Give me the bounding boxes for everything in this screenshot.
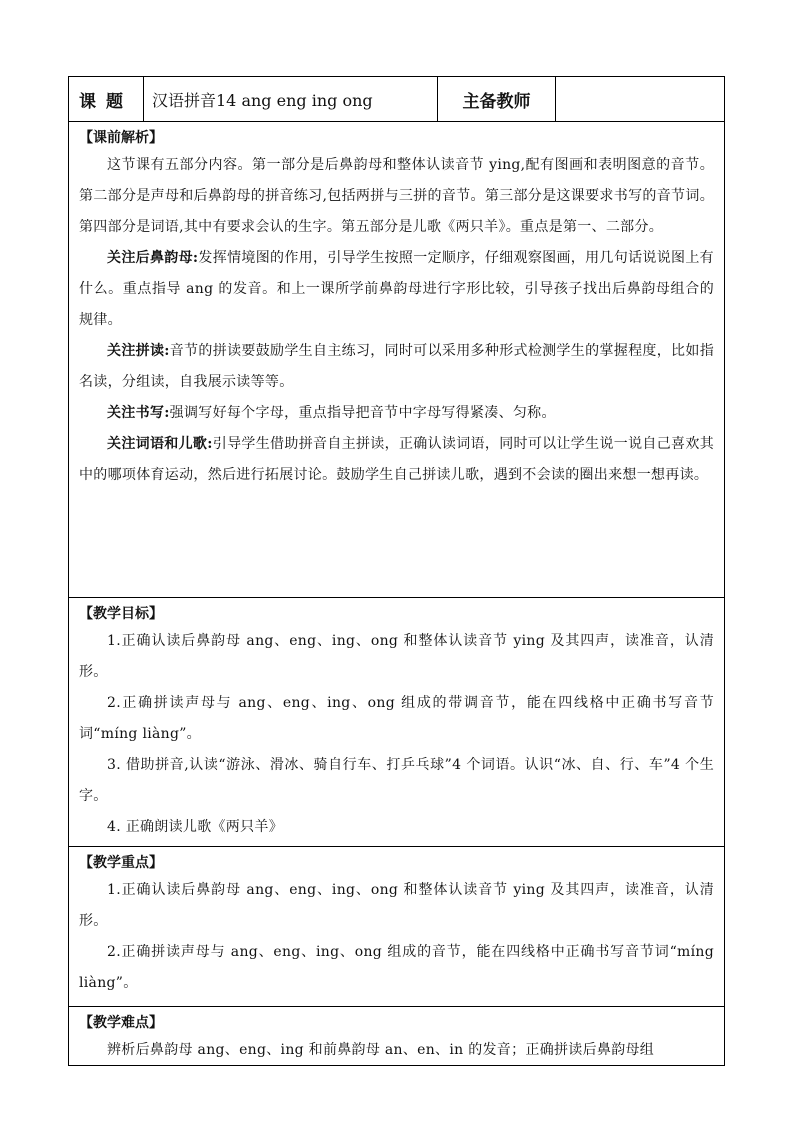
lesson-plan-table	[68, 76, 725, 1066]
section-difficulties	[69, 1007, 724, 1065]
key-point-item: 2.正确拼读声母与 ang、eng、ing、ong 组成的音节，能在四线格中正确书写音节词“míng liàng”。	[79, 944, 714, 991]
teacher-label: 主备教师	[438, 77, 556, 121]
paragraph-lead: 关注书写:	[107, 405, 170, 421]
paragraph-lead: 关注后鼻韵母:	[107, 250, 199, 266]
paragraph-body: 发挥情境图的作用，引导学生按照一定顺序，仔细观察图画，用几句话说说图上有什么。重点指导 ang 的发音。和上一课所学前鼻韵母进行字形比较，引导孩子找出后鼻韵母组合的规律。	[79, 250, 714, 328]
section-goals	[69, 598, 724, 847]
topic-label: 课题	[69, 77, 144, 121]
topic-title: 汉语拼音14 ang eng ing ong	[144, 77, 438, 121]
paragraph-lead: 关注词语和儿歌:	[107, 436, 213, 452]
goal-item: 2.正确拼读声母与 ang、eng、ing、ong 组成的带调音节，能在四线格中正确书写音节词“míng liàng”。	[79, 695, 714, 742]
paragraph	[79, 336, 714, 398]
paragraph: 这节课有五部分内容。第一部分是后鼻韵母和整体认读音节 ying,配有图画和表明图意的音节。第二部分是声母和后鼻韵母的拼音练习,包括两拼与三拼的音节。第三部分是这课要求书写的音节词。第四部分是词语,其中有要求会认的生字。第五部分是儿歌《两只羊》。重点是第一、二部分。	[79, 157, 714, 235]
paragraph	[79, 243, 714, 336]
difficulty-item: 辨析后鼻韵母 ang、eng、ing 和前鼻韵母 an、en、in 的发音；正确拼读后鼻韵母组	[107, 1042, 655, 1058]
goal-item: 1.正确认读后鼻韵母 ang、eng、ing、ong 和整体认读音节 ying 及其四声，读准音，认清形。	[79, 633, 714, 680]
section-title: 【教学难点】	[79, 1015, 163, 1031]
paragraph	[79, 398, 714, 429]
key-point-item: 1.正确认读后鼻韵母 ang、eng、ing、ong 和整体认读音节 ying 及其四声，读准音，认清形。	[79, 882, 714, 929]
paragraph-body: 引导学生借助拼音自主拼读，正确认读词语，同时可以让学生说一说自己喜欢其中的哪项体育运动，然后进行拓展讨论。鼓励学生自己拼读儿歌，遇到不会读的圈出来想一想再读。	[79, 436, 715, 483]
section-analysis	[69, 122, 724, 598]
section-title: 【教学重点】	[79, 855, 163, 871]
header-row	[69, 77, 724, 122]
goal-item: 4. 正确朗读儿歌《两只羊》	[107, 819, 284, 835]
paragraph-lead: 关注拼读:	[107, 343, 170, 359]
section-title: 【教学目标】	[79, 606, 163, 622]
paragraph-body: 音节的拼读要鼓励学生自主练习，同时可以采用多种形式检测学生的掌握程度，比如指名读，分组读，自我展示读等等。	[79, 343, 714, 390]
section-key-points	[69, 847, 724, 1007]
section-title: 【课前解析】	[79, 130, 163, 146]
goal-item: 3. 借助拼音,认读“游泳、滑冰、骑自行车、打乒乓球”4 个词语。认识“冰、自、行、车”4 个生字。	[79, 757, 714, 804]
paragraph	[79, 429, 714, 491]
paragraph-body: 强调写好每个字母，重点指导把音节中字母写得紧凑、匀称。	[169, 405, 556, 421]
teacher-value	[556, 77, 724, 121]
